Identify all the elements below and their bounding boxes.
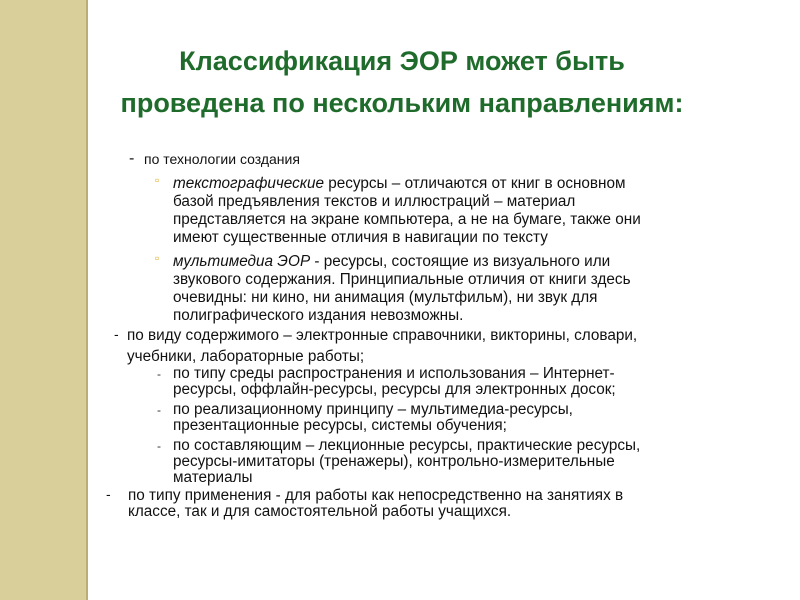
- application-line-2: классе, так и для самостоятельной работы учащихся.: [128, 503, 512, 520]
- slide-title-line-1: Классификация ЭОР может быть: [179, 46, 625, 76]
- text-graph-line-1: [173, 175, 626, 193]
- dash-bullet: -: [157, 367, 161, 381]
- square-bullet-icon: ▫: [155, 251, 160, 265]
- tech-label: по технологии создания: [144, 151, 300, 167]
- multimedia-line-1: [173, 253, 610, 271]
- multimedia-line-2: звукового содержания. Принципиальные отличия от книги здесь: [173, 271, 631, 288]
- multimedia-term: мультимедиа ЭОР: [173, 253, 311, 270]
- application-line-1: по типу применения - для работы как непосредственно на занятиях в: [128, 487, 624, 504]
- realization-line-2: презентационные ресурсы, системы обучения;: [173, 417, 507, 434]
- text-graph-term: текстографические: [173, 175, 325, 192]
- text-graph-line-2: базой предъявления текстов и иллюстраций – материал: [173, 193, 576, 210]
- realization-line-1: по реализационному принципу – мультимедиа-ресурсы,: [173, 401, 573, 418]
- components-line-3: материалы: [173, 469, 253, 486]
- slide-title-line-2: проведена по нескольким направлениям:: [120, 88, 684, 118]
- multimedia-line-3: очевидны: ни кино, ни анимация (мультфильм), ни звук для: [173, 289, 598, 306]
- multimedia-line-4: полиграфического издания невозможны.: [173, 307, 464, 324]
- components-line-2: ресурсы-имитаторы (тренажеры), контрольно-измерительные: [173, 453, 615, 470]
- components-line-1: по составляющим – лекционные ресурсы, практические ресурсы,: [173, 437, 641, 454]
- text-graph-line-4: имеют существенные отличия в навигации по тексту: [173, 229, 548, 246]
- content-view-line-2: учебники, лабораторные работы;: [127, 348, 365, 365]
- square-bullet-icon: ▫: [155, 173, 160, 187]
- distribution-line-2: ресурсы, оффлайн-ресурсы, ресурсы для электронных досок;: [173, 381, 616, 398]
- dash-bullet: -: [129, 150, 135, 167]
- distribution-line-1: по типу среды распространения и использования – Интернет-: [173, 365, 615, 382]
- multimedia-line-1-rest: - ресурсы, состоящие из визуального или: [310, 253, 611, 270]
- content-view-line-1: по виду содержимого – электронные справочники, викторины, словари,: [127, 327, 638, 344]
- dash-bullet: -: [106, 486, 111, 502]
- dash-bullet: -: [114, 326, 119, 342]
- text-graph-line-1-rest: ресурсы – отличаются от книг в основном: [324, 175, 626, 192]
- dash-bullet: -: [157, 439, 161, 453]
- dash-bullet: -: [157, 403, 161, 417]
- text-graph-line-3: представляется на экране компьютера, а не на бумаге, также они: [173, 211, 641, 228]
